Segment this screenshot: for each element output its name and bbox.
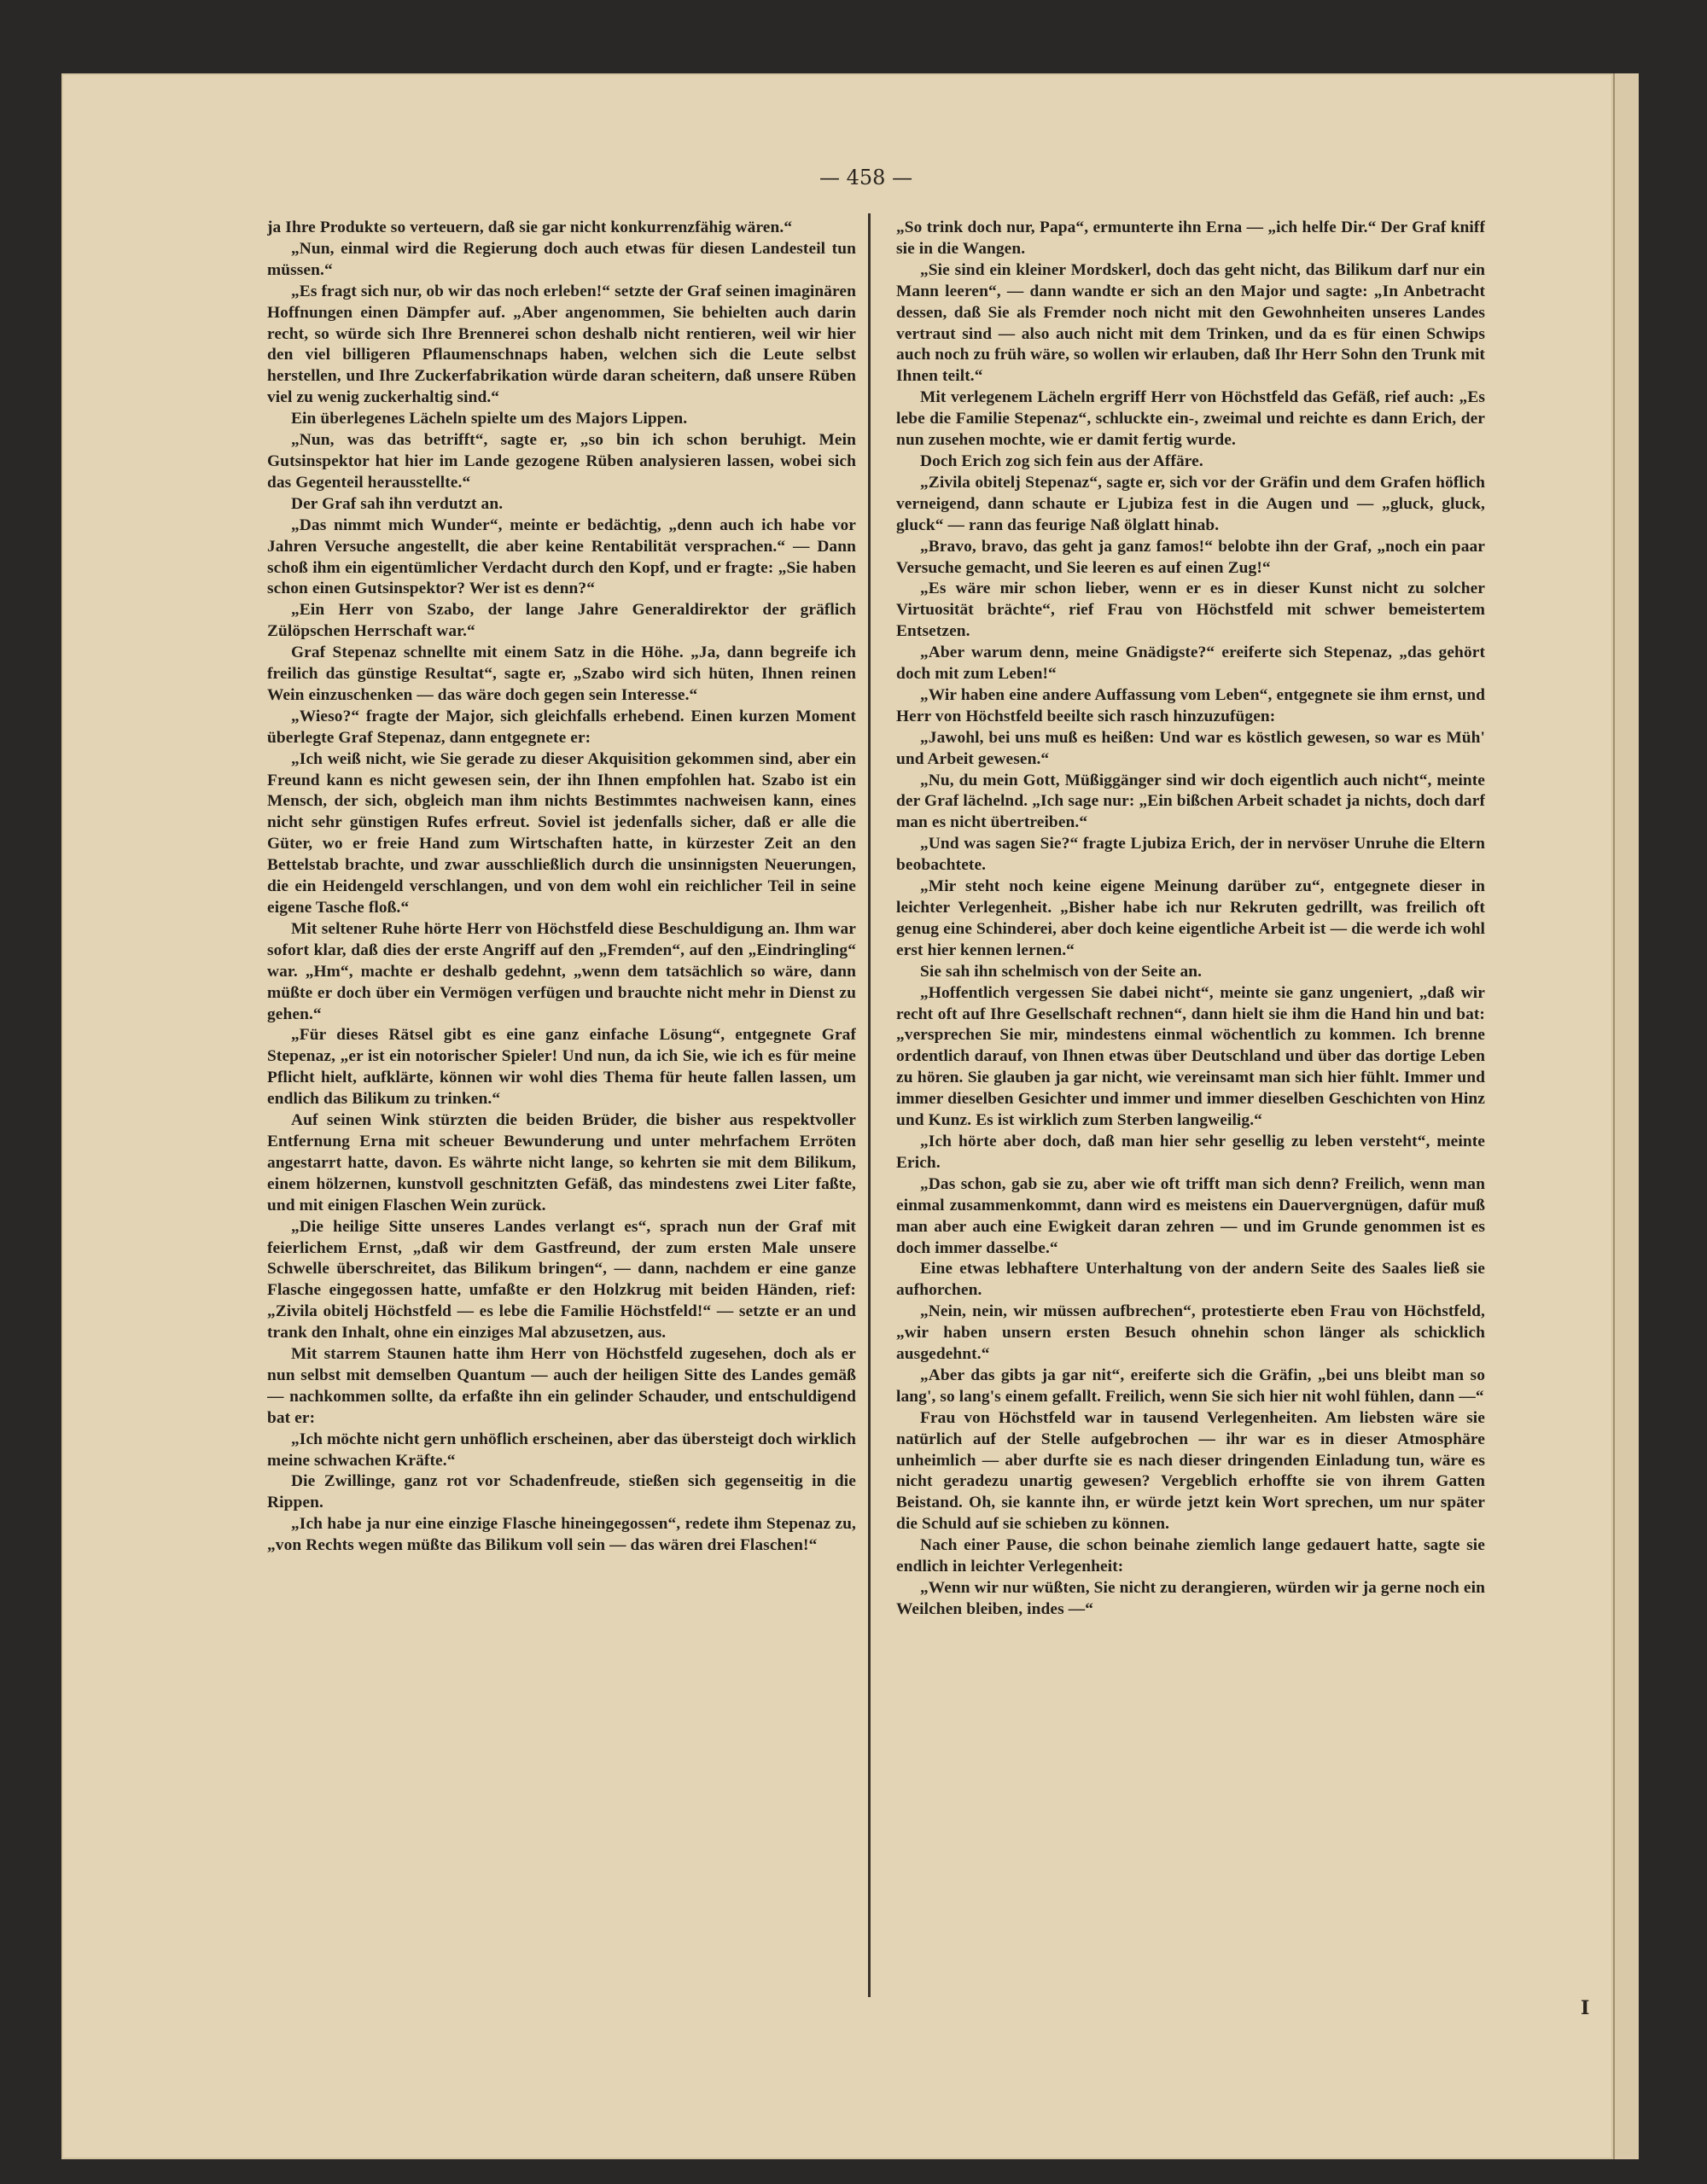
paragraph: „Jawohl, bei uns muß es heißen: Und war es köstlich gewesen, so war es Müh' und Arbeit gewesen.“	[896, 728, 1485, 768]
paragraph: „Wenn wir nur wüßten, Sie nicht zu derangieren, würden wir ja gerne noch ein Weilchen bleiben, indes —“	[896, 1579, 1485, 1618]
paragraph: Die Zwillinge, ganz rot vor Schadenfreude, stießen sich gegenseitig in die Rippen.	[267, 1472, 856, 1512]
paragraph: Sie sah ihn schelmisch von der Seite an.	[920, 962, 1203, 981]
paragraph: Mit starrem Staunen hatte ihm Herr von Höchstfeld zugesehen, doch als er nun selbst mit demselben Quantum — auch der heiligen Sitte des Landes gemäß — nachkommen sollte, da erfaßte ihn ein gelinder Schauder, und entschuldigend bat er:	[267, 1345, 856, 1427]
paragraph: Eine etwas lebhaftere Unterhaltung von der andern Seite des Saales ließ sie aufhorchen.	[896, 1260, 1485, 1300]
paragraph: Graf Stepenaz schnellte mit einem Satz in die Höhe. „Ja, dann begreife ich freilich das günstige Resultat“, sagte er, „Szabo wird sich hüten, Ihnen reinen Wein einzuschenken — das wäre doch gegen sein Interesse.“	[267, 644, 856, 704]
paragraph: „Zivila obitelj Stepenaz“, sagte er, sich vor der Gräfin und dem Grafen höflich verneigend, dann schaute er Ljubiza fest in die Augen und — „gluck, gluck, gluck“ — rann das feurige Naß ölglatt hinab.	[896, 473, 1485, 534]
paragraph: Der Graf sah ihn verdutzt an.	[291, 494, 504, 513]
paragraph: „Das nimmt mich Wunder“, meinte er bedächtig, „denn auch ich habe vor Jahren Versuche angestellt, die aber keine Rentabilität versprachen.“ — Dann schoß ihm ein eigentümlicher Verdacht durch den Kopf, und er fragte: „Sie haben schon einen Gutsinspektor? Wer ist es denn?“	[267, 515, 856, 598]
paragraph: Doch Erich zog sich fein aus der Affäre.	[920, 451, 1203, 470]
paragraph: „Nun, was das betrifft“, sagte er, „so bin ich schon beruhigt. Mein Gutsinspektor hat hier im Lande gezogene Rüben analysieren lassen, wobei sich das Gegenteil herausstellte.“	[267, 431, 856, 492]
page-number: — 458 —	[819, 166, 913, 189]
paragraph: „Für dieses Rätsel gibt es eine ganz einfache Lösung“, entgegnete Graf Stepenaz, „er ist ein notorischer Spieler! Und nun, da ich Sie, wie ich es für meine Pflicht hielt, aufklärte, können wir wohl dies Thema für heute fallen lassen, um endlich das Bilikum zu trinken.“	[267, 1026, 856, 1109]
paragraph: „Ich hörte aber doch, daß man hier sehr gesellig zu leben versteht“, meinte Erich.	[896, 1132, 1485, 1172]
paragraph: Mit verlegenem Lächeln ergriff Herr von Höchstfeld das Gefäß, rief auch: „Es lebe die Familie Stepenaz“, schluckte ein-, zweimal und reichte es dann Erich, der nun zusehen mochte, wie er damit fertig wurde.	[896, 388, 1485, 450]
paragraph: „Sie sind ein kleiner Mordskerl, doch das geht nicht, das Bilikum darf nur ein Mann leeren“, — dann wandte er sich an den Major und sagte: „In Anbetracht dessen, daß Sie als Fremder noch nicht mit den Gewohnheiten unseres Landes vertraut sind — also auch nicht mit dem Trinken, und da es für einen Schwips auch noch zu früh wäre, so wollen wir erlauben, daß Ihr Herr Sohn den Trunk mit Ihnen teilt.“	[896, 260, 1485, 386]
paragraph: Frau von Höchstfeld war in tausend Verlegenheiten. Am liebsten wäre sie natürlich auf der Stelle aufgebrochen — ihr war es in dieser Atmosphäre unheimlich — aber durfte sie es nach dieser dringenden Einladung tun, wäre es nicht geradezu unartig gewesen? Vergeblich erhoffte sie von ihrem Gatten Beistand. Oh, sie kannte ihn, er würde jetzt kein Wort sprechen, um nur später die Schuld auf sie schieben zu können.	[896, 1408, 1485, 1534]
paragraph: „Ein Herr von Szabo, der lange Jahre Generaldirektor der gräflich Zülöpschen Herrschaft war.“	[267, 601, 856, 641]
paragraph: Nach einer Pause, die schon beinahe ziemlich lange gedauert hatte, sagte sie endlich in leichter Verlegenheit:	[896, 1536, 1485, 1576]
left-text-column	[267, 218, 856, 2129]
paragraph: „Nein, nein, wir müssen aufbrechen“, protestierte eben Frau von Höchstfeld, „wir haben unsern ersten Besuch ohnehin schon länger als schicklich ausgedehnt.“	[896, 1302, 1485, 1364]
column-divider	[868, 213, 871, 1997]
paragraph: „Mir steht noch keine eigene Meinung darüber zu“, entgegnete dieser in leichter Verlegenheit. „Bisher habe ich nur Rekruten gedrillt, was freilich oft genug eine Schinderei, aber doch keine eigentliche Arbeit ist — die werde ich wohl erst hier kennen lernen.“	[896, 877, 1485, 959]
paragraph: Mit seltener Ruhe hörte Herr von Höchstfeld diese Beschuldigung an. Ihm war sofort klar, daß dies der erste Angriff auf den „Fremden“, auf den „Eindringling“ war. „Hm“, machte er deshalb gedehnt, „wenn dem tatsächlich so wäre, dann müßte er doch über ein Vermögen verfügen und brauchte nicht mehr in Dienst zu gehen.“	[267, 919, 856, 1023]
paragraph: „Wieso?“ fragte der Major, sich gleichfalls erhebend. Einen kurzen Moment überlegte Graf Stepenaz, dann entgegnete er:	[267, 707, 856, 747]
margin-mark: I	[1581, 1997, 1590, 2019]
paragraph: „Es wäre mir schon lieber, wenn er es in dieser Kunst nicht zu solcher Virtuosität brächte“, rief Frau von Höchstfeld mit schwer bemeistertem Entsetzen.	[896, 579, 1485, 641]
paragraph: „Die heilige Sitte unseres Landes verlangt es“, sprach nun der Graf mit feierlichem Ernst, „daß wir dem Gastfreund, der zum ersten Male unsere Schwelle überschreitet, das Bilikum bringen“, — dann, nachdem er eine ganze Flasche eingegossen hatte, umfaßte er den Holzkrug mit beiden Händen, rief: „Zivila obitelj Höchstfeld — es lebe die Familie Höchstfeld!“ — setzte er an und trank den Inhalt, ohne ein einziges Mal abzusetzen, aus.	[267, 1217, 856, 1342]
paragraph: „Ich weiß nicht, wie Sie gerade zu dieser Akquisition gekommen sind, aber ein Freund kann es nicht gewesen sein, der ihn Ihnen empfohlen hat. Szabo ist ein Mensch, der sich, obgleich man ihm nichts Bestimmtes nachweisen kann, eines nicht sehr günstigen Rufes erfreut. Soviel ist jedenfalls sicher, daß er alle die Güter, wo er freie Hand zum Wirtschaften hatte, in kürzester Zeit an den Bettelstab brachte, und zwar ausschließlich durch die unsinnigsten Neuerungen, die ein Heidengeld verschlangen, und von dem wohl ein reichlicher Teil in seine eigene Tasche floß.“	[267, 749, 856, 917]
paragraph: „Nun, einmal wird die Regierung doch auch etwas für diesen Landesteil tun müssen.“	[267, 239, 856, 279]
next-page-edge	[1613, 73, 1639, 2159]
paragraph: „Nu, du mein Gott, Müßiggänger sind wir doch eigentlich auch nicht“, meinte der Graf lächelnd. „Ich sage nur: „Ein bißchen Arbeit schadet ja nichts, doch darf man es nicht übertreiben.“	[896, 771, 1485, 832]
paragraph: „Aber warum denn, meine Gnädigste?“ ereiferte sich Stepenaz, „das gehört doch mit zum Leben!“	[896, 644, 1485, 684]
paragraph: „Ich habe ja nur eine einzige Flasche hineingegossen“, redete ihm Stepenaz zu, „von Rechts wegen müßte das Bilikum voll sein — das wären drei Flaschen!“	[267, 1515, 856, 1555]
right-text-column	[896, 218, 1485, 2129]
paragraph: „Hoffentlich vergessen Sie dabei nicht“, meinte sie ganz ungeniert, „daß wir recht oft auf Ihre Gesellschaft rechnen“, dann hielt sie ihm die Hand hin und bat: „versprechen Sie mir, mindestens einmal wöchentlich zu kommen. Ich brenne ordentlich darauf, von Ihnen etwas über Deutschland und über das dortige Leben zu hören. Sie glauben ja gar nicht, wie vereinsamt man sich hier fühlt. Immer und immer dieselben Gesichter und immer und immer dieselben Geschichten von Hinz und Kunz. Es ist wirklich zum Sterben langweilig.“	[896, 983, 1485, 1130]
paragraph: „Ich möchte nicht gern unhöflich erscheinen, aber das übersteigt doch wirklich meine schwachen Kräfte.“	[267, 1430, 856, 1470]
paragraph: „Und was sagen Sie?“ fragte Ljubiza Erich, der in nervöser Unruhe die Eltern beobachtete.	[896, 835, 1485, 875]
paragraph: „Bravo, bravo, das geht ja ganz famos!“ belobte ihn der Graf, „noch ein paar Versuche gemacht, und Sie leeren es auf einen Zug!“	[896, 537, 1485, 577]
paragraph: „Das schon, gab sie zu, aber wie oft trifft man sich denn? Freilich, wenn man einmal zusammenkommt, dann wird es meistens ein Dauervergnügen, dafür muß man aber auch eine Ewigkeit daran zehren — und im Grunde genommen ist es doch immer dasselbe.“	[896, 1174, 1485, 1257]
paragraph: Ein überlegenes Lächeln spielte um des Majors Lippen.	[291, 410, 688, 428]
paragraph: „So trink doch nur, Papa“, ermunterte ihn Erna — „ich helfe Dir.“ Der Graf kniff sie in die Wangen.	[896, 218, 1485, 258]
paragraph: „Wir haben eine andere Auffassung vom Leben“, entgegnete sie ihm ernst, und Herr von Höchstfeld beeilte sich rasch hinzuzufügen:	[896, 685, 1485, 725]
paragraph: ja Ihre Produkte so verteuern, daß sie gar nicht konkurrenzfähig wären.“	[267, 218, 793, 236]
paragraph: „Aber das gibts ja gar nit“, ereiferte sich die Gräfin, „bei uns bleibt man so lang', so lang's einem gefallt. Freilich, wenn Sie sich hier nit wohl fühlen, dann —“	[896, 1366, 1485, 1406]
paragraph: Auf seinen Wink stürzten die beiden Brüder, die bisher aus respektvoller Entfernung Erna mit scheuer Bewunderung und unter mehrfachem Erröten angestarrt hatte, davon. Es währte nicht lange, so kehrten sie mit dem Bilikum, einem hölzernen, kunstvoll geschnitzten Gefäß, das mindestens zwei Liter faßte, und mit einigen Flaschen Wein zurück.	[267, 1111, 856, 1214]
paragraph: „Es fragt sich nur, ob wir das noch erleben!“ setzte der Graf seinen imaginären Hoffnungen einen Dämpfer auf. „Aber angenommen, Sie behielten auch darin recht, so würde sich Ihre Brennerei schon deshalb nicht rentieren, weil wir hier den viel billigeren Pflaumenschnaps haben, welchen sich die Leute selbst herstellen, und Ihre Zuckerfabrikation würde daran scheitern, daß unsere Rüben viel zu wenig zuckerhaltig sind.“	[267, 282, 856, 407]
